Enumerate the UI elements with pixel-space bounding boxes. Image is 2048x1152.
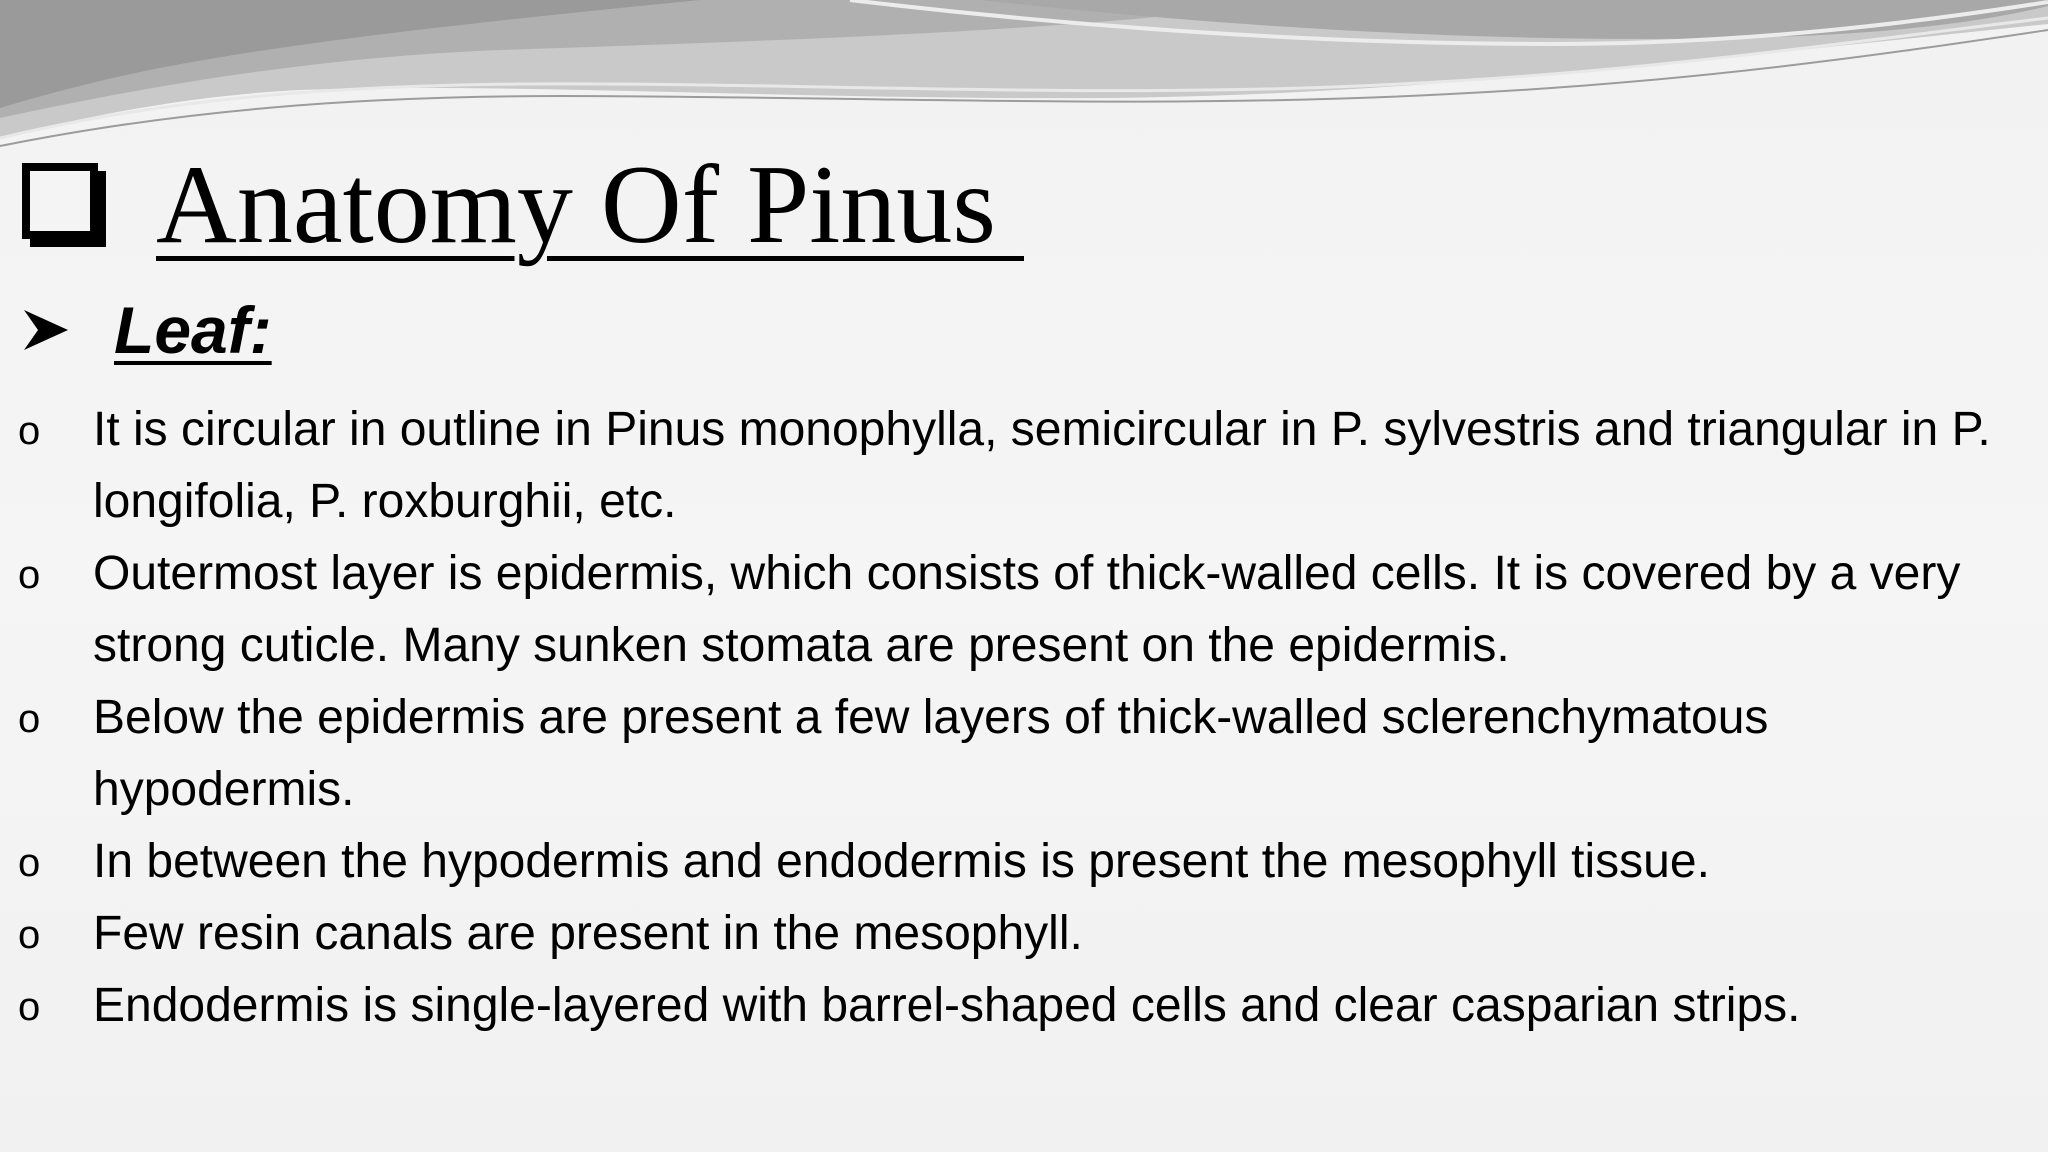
circle-bullet-icon: o: [18, 409, 41, 453]
bullet-text: It is circular in outline in Pinus monophylla, semicircular in P. sylvestris and triangular in P. longifolia, P. roxburghii, etc.: [93, 403, 1991, 528]
bullet-text: Few resin canals are present in the mesophyll.: [93, 907, 1083, 960]
circle-bullet-icon: o: [18, 913, 41, 957]
bullet-text: Below the epidermis are present a few layers of thick-walled sclerenchymatous hypodermis.: [93, 691, 1769, 816]
circle-bullet-icon: o: [18, 553, 41, 597]
title-row: [22, 140, 1024, 270]
bullet-item: [0, 538, 2033, 682]
bullet-text: Outermost layer is epidermis, which consists of thick-walled cells. It is covered by a very strong cuticle. Many sunken stomata are present on the epidermis.: [93, 547, 1961, 672]
checkbox-square-icon: [22, 163, 106, 247]
subheading-leaf: Leaf:: [114, 293, 272, 367]
header-swoosh-decoration: [0, 0, 2048, 150]
circle-bullet-icon: o: [18, 985, 41, 1029]
bullet-text: In between the hypodermis and endodermis is present the mesophyll tissue.: [93, 835, 1710, 888]
bullet-list: [0, 394, 2048, 1042]
bullet-text: Endodermis is single-layered with barrel-shaped cells and clear casparian strips.: [93, 979, 1801, 1032]
bullet-item: [0, 682, 2033, 826]
slide-title: Anatomy Of Pinus: [156, 143, 1024, 267]
subheading-row: [22, 290, 272, 370]
bullet-item: [0, 394, 2033, 538]
arrowhead-bullet-icon: [22, 306, 70, 354]
bullet-item: [0, 826, 2033, 898]
bullet-item: [0, 970, 2033, 1042]
bullet-item: [0, 898, 2033, 970]
circle-bullet-icon: o: [18, 697, 41, 741]
circle-bullet-icon: o: [18, 841, 41, 885]
